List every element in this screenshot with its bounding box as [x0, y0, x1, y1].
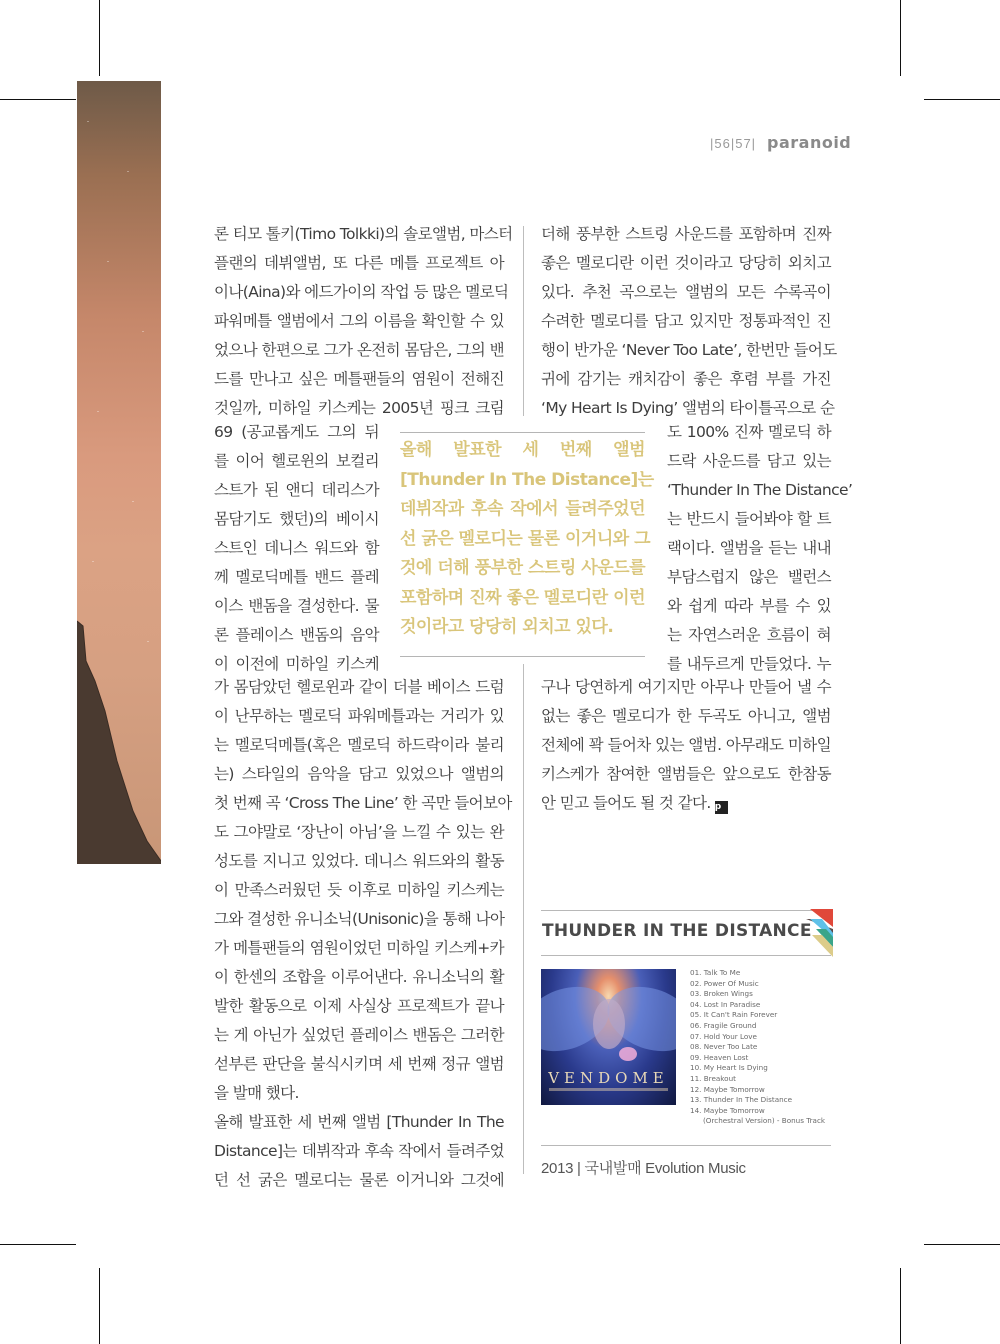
pull-quote-bottom-rule — [400, 656, 645, 657]
track-item: 04. Lost In Paradise — [690, 999, 761, 1009]
text-line: Distance]는 데뷔작과 후속 작에서 들려주었 — [214, 1142, 504, 1160]
track-item: 05. It Can't Rain Forever — [690, 1010, 778, 1020]
track-item: 10. My Heart Is Dying — [690, 1063, 768, 1073]
track-item: 12. Maybe Tomorrow — [690, 1084, 765, 1094]
text-line: 는 멜로딕메틀(혹은 멜로딕 하드락이라 불리 — [214, 736, 504, 754]
text-line: 이 한센의 조합을 이루어낸다. 유니소닉의 활 — [214, 968, 504, 986]
text-line: 던 선 굵은 멜로디는 물론 이거니와 그것에 — [214, 1171, 504, 1189]
track-list — [690, 968, 825, 1127]
track-item: 07. Hold Your Love — [690, 1031, 757, 1041]
text-line: 는 반드시 들어봐야 할 트 — [667, 510, 831, 528]
text-line: 행이 반가운 ‘Never Too Late’, 한번만 들어도 — [541, 341, 837, 359]
crop-mark — [0, 99, 76, 100]
text-line: 를 이어 헬로윈의 보컬리 — [214, 452, 379, 470]
crop-mark — [924, 99, 1000, 100]
track-item: 08. Never Too Late — [690, 1042, 758, 1052]
article-column-left-top — [214, 220, 513, 423]
crop-mark — [900, 0, 901, 76]
track-item: 11. Breakout — [690, 1073, 736, 1083]
text-line: 것일까, 미하일 키스케는 2005년 핑크 크림 — [214, 399, 504, 417]
album-art-eagle — [593, 999, 625, 1049]
text-line: ‘My Heart Is Dying’ 앨범의 타이틀곡으로 순 — [541, 399, 835, 417]
release-info: 2013 | 국내발매 Evolution Music — [541, 1160, 746, 1177]
text-line: 발한 활동으로 이제 사실상 프로젝트가 끝나 — [214, 997, 504, 1015]
article-column-left-narrow — [214, 418, 379, 679]
color-stripes-icon — [806, 909, 833, 957]
column-divider — [523, 226, 524, 416]
text-line: 론 티모 톨키(Timo Tolkki)의 솔로앨범, 마스터 — [214, 225, 513, 243]
text-line: 부담스럽지 않은 밸런스 — [667, 568, 831, 586]
text-line: 드를 만나고 싶은 메틀팬들의 염원이 전해진 — [214, 370, 504, 388]
rock-silhouette-icon — [77, 81, 161, 864]
track-item: 02. Power Of Music — [690, 978, 759, 988]
crop-mark — [900, 1268, 901, 1344]
text-line: 도 그야말로 ‘장난이 아님’을 느낄 수 있는 완 — [214, 823, 504, 841]
quote-line: 것에 더해 풍부한 스트링 사운드를 — [400, 558, 645, 578]
text-line: ‘Thunder In The Distance’ — [667, 481, 853, 499]
text-line: 파워메틀 앨범에서 그의 이름을 확인할 수 있 — [214, 312, 504, 330]
quote-line: 데뷔작과 후속 작에서 들려주었던 — [400, 499, 645, 519]
album-band-name: VENDOME — [548, 1069, 669, 1087]
album-art-glow — [619, 1047, 637, 1061]
album-subtitle-bar — [549, 1088, 668, 1091]
text-line: 와 쉽게 따라 부를 수 있 — [667, 597, 831, 615]
article-column-right-top — [541, 220, 837, 423]
article-column-left-bottom — [214, 673, 512, 1195]
text-line: 가 몸담았던 헬로윈과 같이 더블 베이스 드럼 — [214, 678, 504, 696]
pull-quote-text — [400, 436, 654, 643]
quote-line: 것이라고 당당히 외치고 있다. — [400, 617, 614, 637]
text-line: 이 만족스러웠던 듯 이후로 미하일 키스케는 — [214, 881, 504, 899]
text-line: 그와 결성한 유니소닉(Unisonic)을 통해 나아 — [214, 910, 505, 928]
album-title: THUNDER IN THE DISTANCE — [542, 921, 812, 941]
text-line: 를 내두르게 만들었다. 누 — [667, 655, 831, 673]
magazine-logo: paranoid — [767, 133, 852, 152]
text-line: 는 게 아닌가 싶었던 플레이스 밴돔은 그러한 — [214, 1026, 504, 1044]
track-item: 13. Thunder In The Distance — [690, 1095, 793, 1105]
quote-line: [Thunder In The Distance]는 — [400, 469, 654, 490]
text-line: 69 (공교롭게도 그의 뒤 — [214, 423, 379, 441]
text-line: 는) 스타일의 음악을 담고 있었으나 앨범의 — [214, 765, 504, 783]
track-item: 09. Heaven Lost — [690, 1052, 749, 1062]
sunset-photo-strip — [77, 81, 161, 864]
track-item: 01. Talk To Me — [690, 968, 741, 977]
text-line-final — [541, 789, 831, 818]
text-line: 께 멜로딕메틀 밴드 플레 — [214, 568, 379, 586]
text-line: 좋은 멜로디란 이런 것이라고 당당히 외치고 — [541, 254, 831, 272]
text-line: 전체에 꽉 들어차 있는 앨범. 아무래도 미하일 — [541, 736, 831, 754]
album-cover — [541, 969, 676, 1105]
crop-mark — [99, 1268, 100, 1344]
article-column-right-bottom — [541, 673, 831, 818]
text-line: 이스 밴돔을 결성한다. 물 — [214, 597, 379, 615]
text-line: 구나 당연하게 여기지만 아무나 만들어 낼 수 — [541, 678, 831, 696]
album-box-bottom-rule — [541, 1145, 831, 1146]
text-line: 랙이다. 앨범을 듣는 내내 — [667, 539, 831, 557]
track-item-note: (Orchestral Version) - Bonus Track — [703, 1116, 826, 1126]
quote-line: 포함하며 진짜 좋은 멜로디란 이런 — [400, 587, 645, 608]
pull-quote — [400, 432, 654, 664]
crop-mark — [924, 1244, 1000, 1245]
text-line: 스트가 된 앤디 데리스가 — [214, 481, 379, 499]
end-mark-icon: p — [715, 801, 728, 814]
text-line: 안 믿고 들어도 될 것 같다. — [541, 794, 711, 812]
album-box-top-rule — [541, 910, 831, 911]
text-line: 수려한 멜로디를 담고 있지만 정통파적인 진 — [541, 312, 831, 330]
page-numbers: |56|57| — [710, 136, 757, 151]
track-item: 03. Broken Wings — [690, 989, 753, 999]
text-line: 가 메틀팬들의 염원이었던 미하일 키스케+카 — [214, 939, 504, 957]
text-line: 는 자연스러운 흐름이 혀 — [667, 626, 831, 644]
text-line: 었으나 한편으로 그가 온전히 몸담은, 그의 밴 — [214, 341, 504, 359]
text-line: 올해 발표한 세 번째 앨범 [Thunder In The — [214, 1113, 504, 1131]
text-line: 이 이전에 미하일 키스케 — [214, 655, 379, 673]
crop-mark — [0, 1244, 76, 1245]
pull-quote-top-rule — [400, 432, 645, 433]
text-line: 더해 풍부한 스트링 사운드를 포함하며 진짜 — [541, 225, 831, 243]
quote-line: 올해 발표한 세 번째 앨범 — [400, 440, 645, 460]
text-line: 섣부른 판단을 불식시키며 세 번째 정규 앨범 — [214, 1055, 504, 1073]
text-line: 있다. 추천 곡으로는 앨범의 모든 수록곡이 — [541, 283, 831, 301]
text-line: 귀에 감기는 캐치감이 좋은 후렴 부를 가진 — [541, 370, 831, 388]
text-line: 이나(Aina)와 에드가이의 작업 등 많은 멜로딕 — [214, 283, 509, 301]
text-line: 을 발매 했다. — [214, 1084, 299, 1102]
text-line: 도 100% 진짜 멜로딕 하 — [667, 423, 831, 441]
text-line: 드락 사운드를 담고 있는 — [667, 452, 831, 470]
album-box-title-rule — [541, 955, 831, 956]
track-item: 06. Fragile Ground — [690, 1020, 757, 1030]
text-line: 플랜의 데뷔앨범, 또 다른 메틀 프로젝트 아 — [214, 254, 504, 272]
text-line: 론 플레이스 밴돔의 음악 — [214, 626, 379, 644]
text-line: 스트인 데니스 워드와 함 — [214, 539, 379, 557]
text-line: 키스케가 참여한 앨범들은 앞으로도 한참동 — [541, 765, 831, 783]
column-divider — [523, 664, 524, 1174]
text-line: 성도를 지니고 있었다. 데니스 워드와의 활동 — [214, 852, 504, 870]
text-line: 없는 좋은 멜로디가 한 두곡도 아니고, 앨범 — [541, 707, 831, 725]
article-column-right-narrow — [667, 418, 853, 679]
track-item: 14. Maybe Tomorrow — [690, 1105, 765, 1115]
quote-line: 선 굵은 멜로디는 물론 이거니와 그 — [400, 528, 650, 549]
text-line: 이 난무하는 멜로딕 파워메틀과는 거리가 있 — [214, 707, 504, 725]
text-line: 첫 번째 곡 ‘Cross The Line’ 한 곡만 들어보아 — [214, 794, 512, 812]
crop-mark — [99, 0, 100, 76]
text-line: 몸담기도 했던)의 베이시 — [214, 510, 379, 528]
